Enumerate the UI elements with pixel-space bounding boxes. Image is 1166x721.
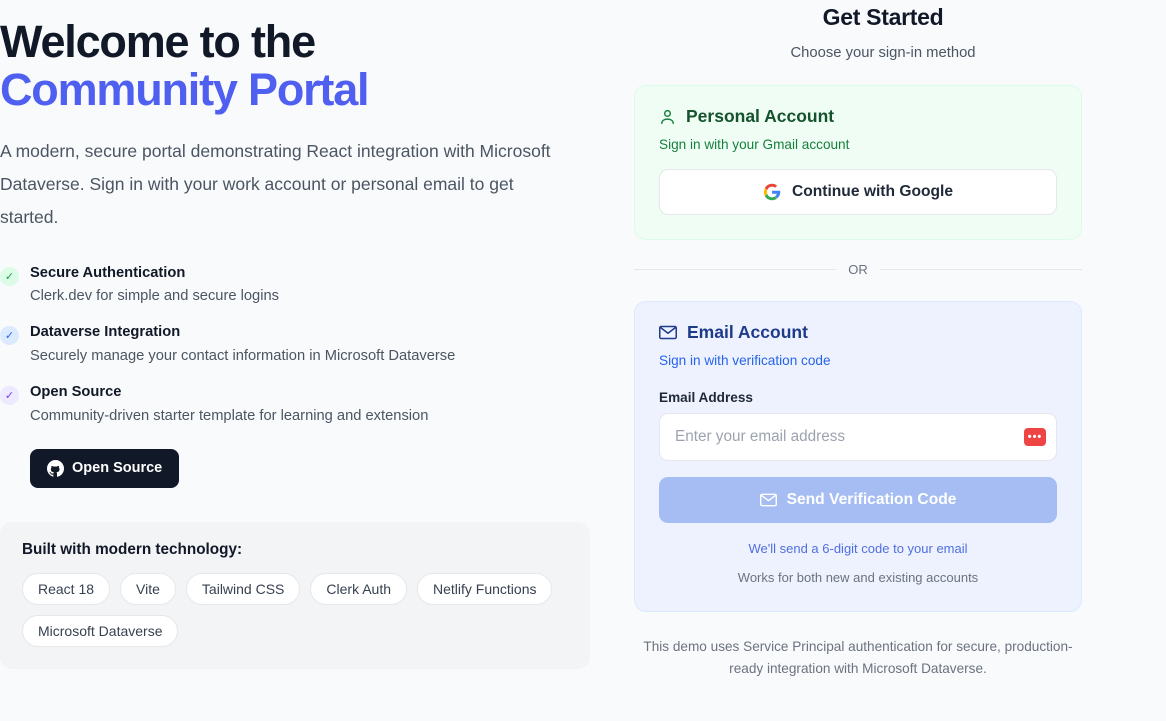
signin-heading: Get Started (822, 4, 944, 30)
google-g-icon (763, 183, 781, 201)
tech-chip: Tailwind CSS (186, 573, 300, 605)
divider (634, 262, 1082, 277)
demo-footer-note: This demo uses Service Principal authentication for secure, production-ready integration with Microsoft Dataverse. (643, 639, 1073, 677)
hero-column (0, 0, 600, 669)
feature-description: Community-driven starter template for learning and extension (30, 407, 429, 424)
feature-title: Secure Authentication (30, 264, 186, 281)
continue-with-google-label: Continue with Google (791, 183, 954, 200)
password-manager-icon[interactable]: ••• (1024, 428, 1046, 446)
feature-item (0, 383, 600, 427)
signin-column (600, 0, 1166, 681)
email-account-panel (634, 301, 1082, 612)
envelope-icon (659, 325, 677, 340)
tech-chip: React 18 (22, 573, 110, 605)
check-circle-icon: ✓ (0, 386, 19, 405)
check-circle-icon: ✓ (0, 326, 19, 345)
signin-subheading: Choose your sign-in method (790, 45, 976, 61)
envelope-icon (760, 493, 777, 507)
check-circle-icon: ✓ (0, 267, 19, 286)
email-hint-secondary: Works for both new and existing accounts (737, 570, 979, 585)
tech-stack-card (0, 522, 590, 669)
personal-account-subtitle: Sign in with your Gmail account (659, 137, 850, 152)
open-source-button[interactable] (30, 449, 179, 488)
send-verification-code-label: Send Verification Code (786, 491, 957, 508)
email-input[interactable] (660, 414, 1056, 460)
email-field-label: Email Address (659, 390, 753, 405)
email-hint-primary: We'll send a 6-digit code to your email (748, 541, 968, 556)
user-icon (659, 108, 676, 126)
tech-chip: Vite (120, 573, 176, 605)
divider-label: OR (848, 262, 868, 277)
open-source-button-label: Open Source (72, 460, 163, 477)
hero-description: A modern, secure portal demonstrating React integration with Microsoft Dataverse. Sign in with your work account or personal email to get started. (0, 141, 551, 227)
email-input-wrapper[interactable] (659, 413, 1057, 461)
feature-item (0, 264, 600, 308)
tech-chip: Clerk Auth (310, 573, 407, 605)
personal-account-title: Personal Account (686, 106, 835, 126)
page-title-line1: Welcome to the (0, 16, 315, 67)
tech-chip: Netlify Functions (417, 573, 552, 605)
email-account-subtitle: Sign in with verification code (659, 353, 831, 368)
feature-title: Open Source (30, 383, 122, 400)
feature-item (0, 323, 600, 367)
feature-title: Dataverse Integration (30, 324, 181, 341)
personal-account-panel (634, 85, 1082, 240)
send-verification-code-button[interactable] (659, 477, 1057, 523)
tech-stack-title: Built with modern technology: (22, 540, 243, 558)
email-account-title: Email Account (687, 322, 808, 342)
divider-line-right (880, 269, 1082, 270)
feature-description: Securely manage your contact information in Microsoft Dataverse (30, 348, 456, 365)
feature-description: Clerk.dev for simple and secure logins (30, 288, 279, 305)
page-title (0, 0, 600, 113)
feature-list (0, 264, 600, 488)
github-icon (47, 460, 64, 477)
tech-chip-list (22, 573, 568, 647)
divider-line-left (634, 269, 836, 270)
page-title-line2: Community Portal (0, 63, 369, 115)
continue-with-google-button[interactable] (659, 169, 1057, 215)
tech-chip: Microsoft Dataverse (22, 615, 178, 647)
